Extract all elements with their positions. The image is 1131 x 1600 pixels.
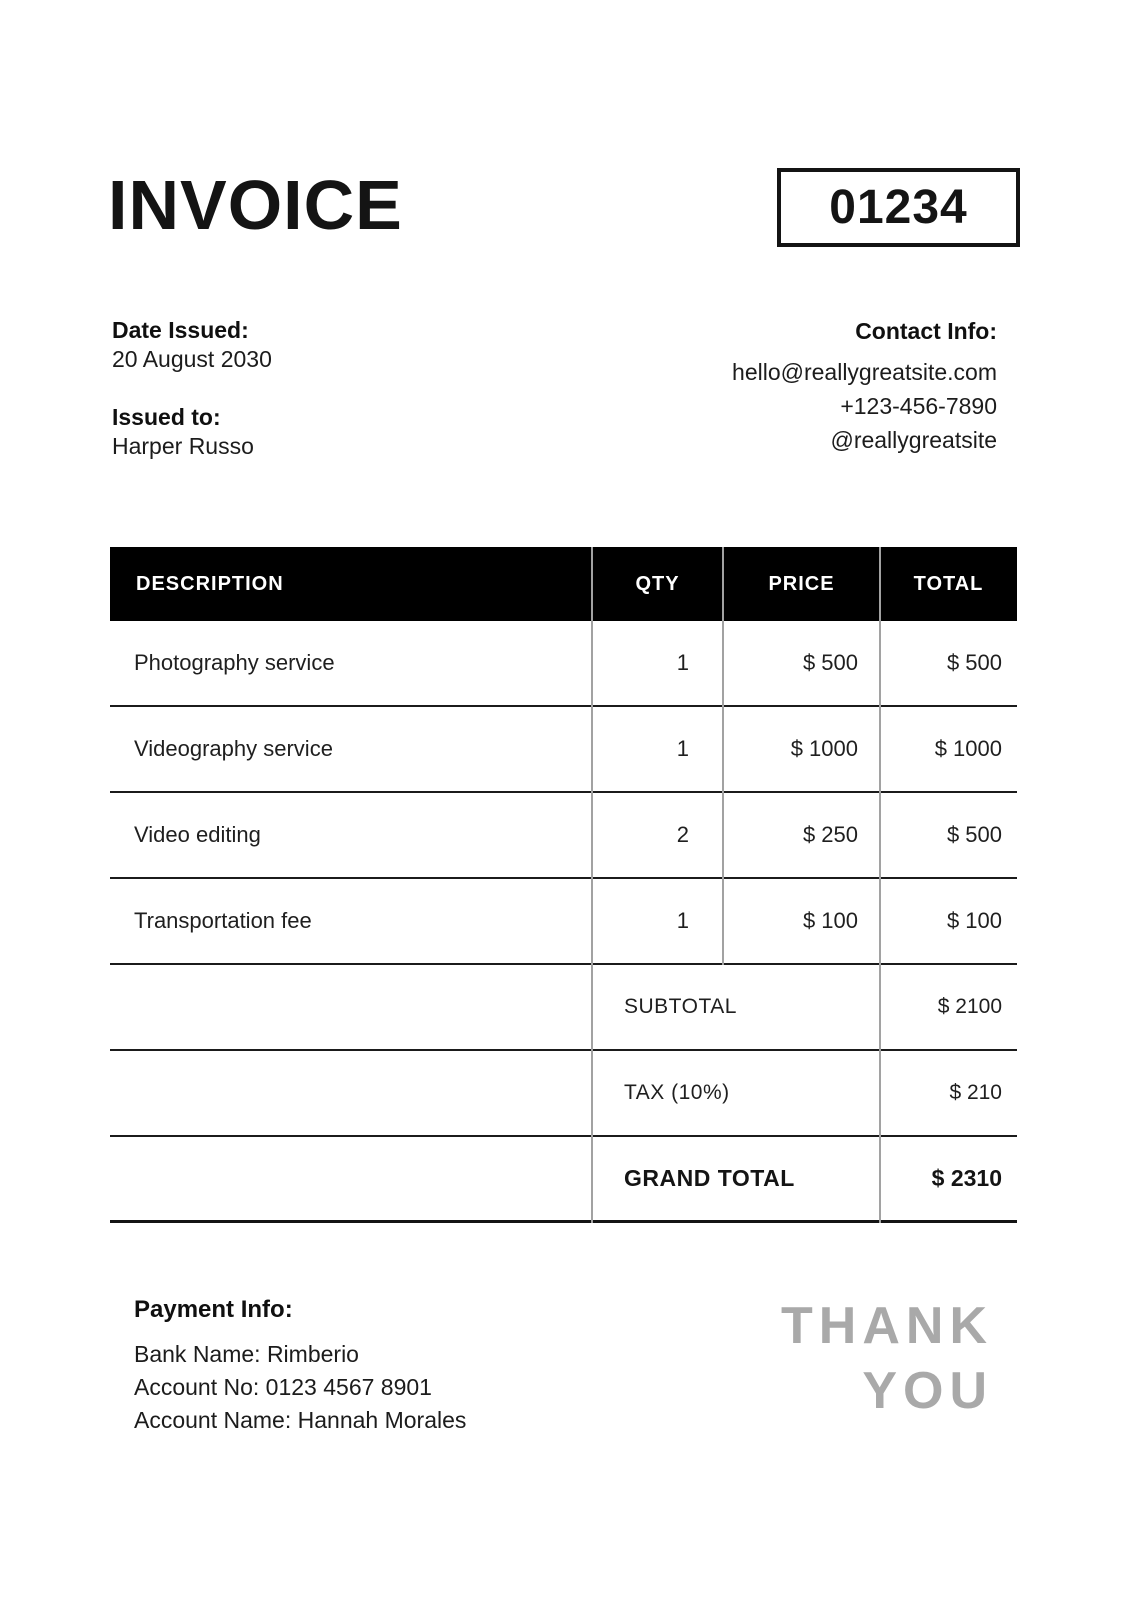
invoice-number: 01234 (829, 181, 968, 234)
tax-label: TAX (10%) (624, 1081, 730, 1104)
cell-qty: 1 (676, 650, 689, 675)
header-cell-total: TOTAL (913, 572, 984, 595)
issue-info-block (112, 316, 272, 461)
issued-to-value: Harper Russo (112, 433, 254, 459)
header-cell-price: PRICE (768, 572, 835, 595)
issued-to-label: Issued to: (112, 404, 221, 430)
cell-qty: 2 (676, 822, 689, 847)
cell-price: $ 250 (802, 822, 858, 847)
tax-value: $ 210 (949, 1081, 1002, 1104)
cell-description: Video editing (134, 822, 261, 847)
grand-total-value: $ 2310 (931, 1165, 1002, 1191)
header-cell-description: DESCRIPTION (136, 572, 284, 595)
grand-total-label: GRAND TOTAL (624, 1165, 795, 1191)
cell-total: $ 100 (946, 908, 1002, 933)
cell-price: $ 1000 (790, 736, 858, 761)
contact-phone: +123-456-7890 (840, 393, 997, 419)
cell-description: Videography service (134, 736, 333, 761)
contact-email: hello@reallygreatsite.com (732, 359, 997, 385)
subtotal-label: SUBTOTAL (624, 995, 737, 1018)
contact-info-block (732, 318, 997, 457)
thank-you-line-1: THANK (781, 1297, 993, 1355)
invoice-title: INVOICE (108, 166, 403, 244)
account-name-line: Account Name: Hannah Morales (134, 1407, 467, 1433)
contact-info-label: Contact Info: (855, 318, 997, 344)
column-divider (722, 547, 724, 965)
cell-total: $ 500 (946, 650, 1002, 675)
spacer (112, 374, 272, 403)
date-issued-value: 20 August 2030 (112, 346, 272, 372)
thank-you-text (781, 1294, 993, 1424)
header-cell-qty: QTY (635, 572, 680, 595)
cell-price: $ 100 (802, 908, 858, 933)
cell-description: Transportation fee (134, 908, 312, 933)
payment-info-label: Payment Info: (134, 1296, 293, 1323)
column-divider (879, 547, 881, 1223)
payment-info-block (134, 1296, 466, 1437)
bank-name-line: Bank Name: Rimberio (134, 1341, 359, 1367)
subtotal-value: $ 2100 (937, 995, 1002, 1018)
contact-handle: @reallygreatsite (830, 427, 997, 453)
invoice-table (110, 547, 1017, 1223)
cell-total: $ 500 (946, 822, 1002, 847)
cell-total: $ 1000 (934, 736, 1002, 761)
cell-price: $ 500 (802, 650, 858, 675)
invoice-number-box (777, 168, 1020, 247)
thank-you-line-2: YOU (862, 1362, 993, 1420)
cell-qty: 1 (676, 736, 689, 761)
account-no-line: Account No: 0123 4567 8901 (134, 1374, 432, 1400)
cell-qty: 1 (676, 908, 689, 933)
column-divider (591, 547, 593, 1223)
date-issued-label: Date Issued: (112, 317, 249, 343)
cell-description: Photography service (134, 650, 335, 675)
